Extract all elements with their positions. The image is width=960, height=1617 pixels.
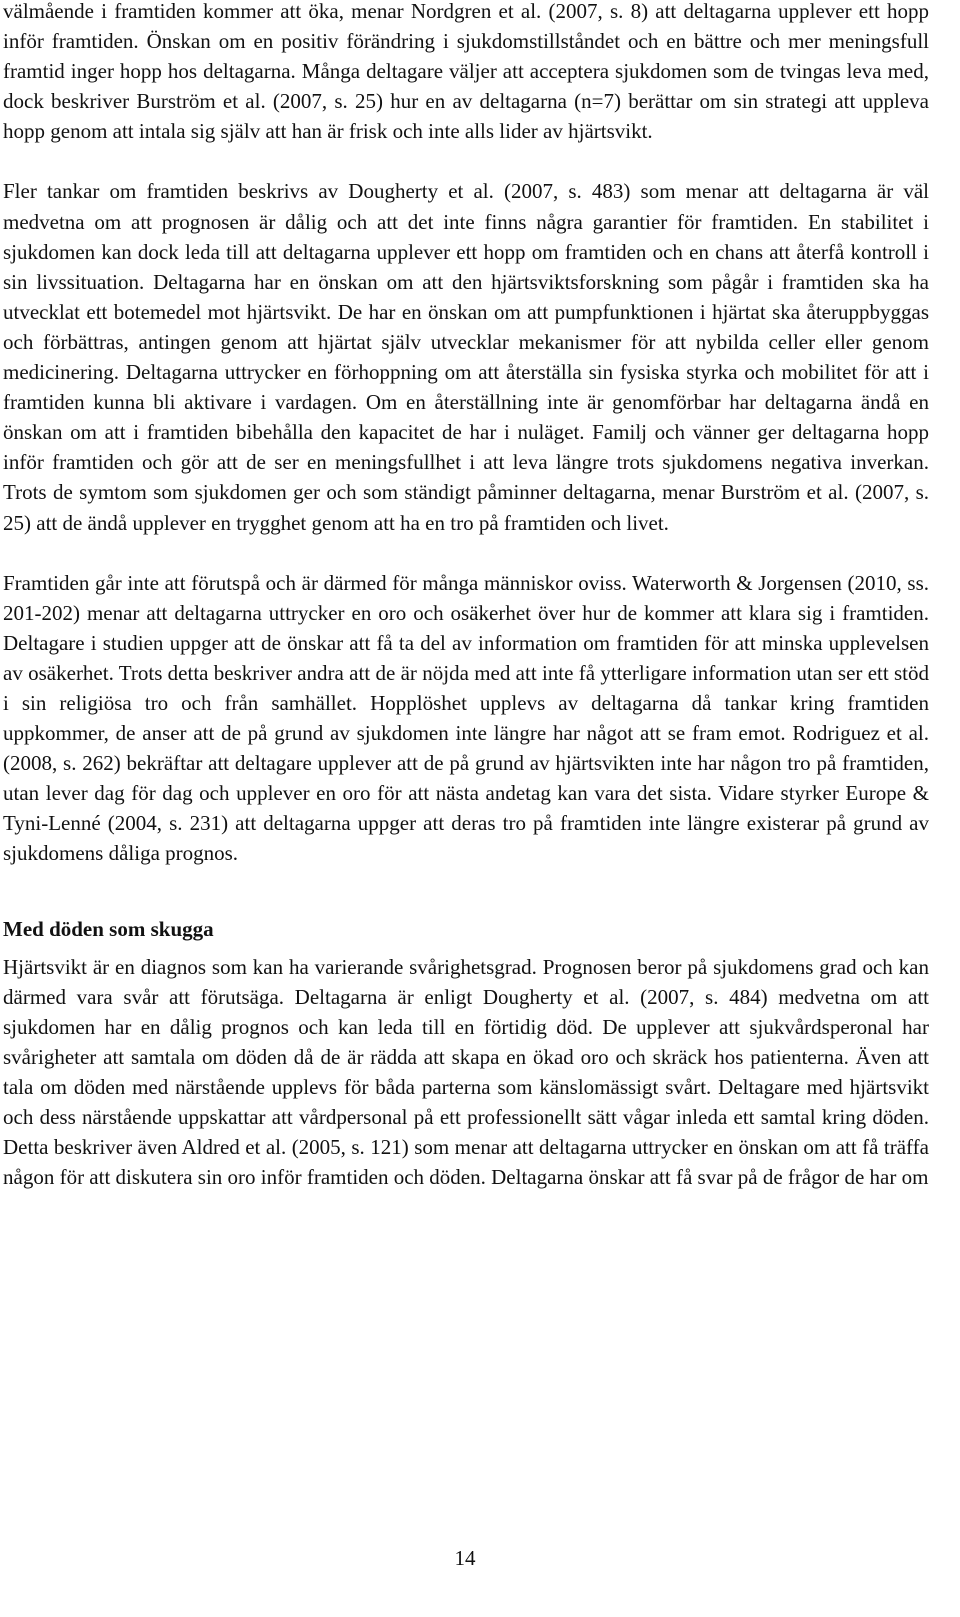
paragraph-spacer — [3, 146, 929, 176]
body-paragraph-3: Framtiden går inte att förutspå och är därmed för många människor oviss. Waterworth & Jorgensen (2010, ss. 201-202) menar att deltagarna uttrycker en oro och osäkerhet över hur de kommer att klara sig i framtiden. Deltagare i studien uppger att de önskar att få ta del av information om framtiden för att minska upplevelsen av osäkerhet. Trots detta beskriver andra att de är nöjda med att inte få ytterligare information utan ser ett stöd i sin religiösa tro och från samhället. Hopplöshet upplevs av deltagarna då tankar kring framtiden uppkommer, de anser att de på grund av sjukdomen inte längre har något att se fram emot. Rodriguez et al. (2008, s. 262) bekräftar att deltagare upplever att de på grund av hjärtsvikten inte har någon tro på framtiden, utan lever dag för dag och upplever en oro för att nästa andetag kan vara det sista. Vidare styrker Europe & Tyni-Lenné (2004, s. 231) att deltagarna uppger att deras tro på framtiden inte längre existerar på grund av sjukdomens dåliga prognos. — [3, 570, 929, 866]
page-number: 14 — [454, 1546, 476, 1570]
body-paragraph-2: Fler tankar om framtiden beskrivs av Dougherty et al. (2007, s. 483) som menar att deltagarna är väl medvetna om att prognosen är dålig och att det inte finns några garantier för framtiden. En stabilitet i sjukdomen kan dock leda till att deltagarna upplever ett hopp om framtiden och en chans att återfå kontroll i sin livssituation. Deltagarna har en önskan om att den hjärtsviktsforskning som pågår i framtiden ska ha utvecklat ett botemedel mot hjärtsvikt. De har en önskan om att pumpfunktionen i hjärtat ska återuppbyggas och förbättras, antingen genom att hjärtat själv utvecklar mekanismer för att nybilda celler eller genom medicinering. Deltagarna uttrycker en förhoppning om att återställa sin fysiska styrka och mobilitet för att i framtiden kunna bli aktivare i vardagen. Om en återställning inte är genomförbar har deltagarna ändå en önskan om att i framtiden bibehålla den kapacitet de har i nuläget. Familj och vänner ger deltagarna hopp inför framtiden och gör att de ser en meningsfullhet i att leva längre trots sjukdomens negativa inverkan. Trots de symtom som sjukdomen ger och som ständigt påminner deltagarna, menar Burström et al. (2007, s. 25) att de ändå upplever en trygghet genom att ha en tro på framtiden och livet. — [3, 179, 929, 535]
paragraph-spacer — [3, 538, 929, 568]
body-paragraph-1: välmående i framtiden kommer att öka, menar Nordgren et al. (2007, s. 8) att deltagarna upplever ett hopp inför framtiden. Önskan om en positiv förändring i sjukdomstillståndet och en bättre och mer meningsfull framtid inger hopp hos deltagarna. Många deltagare väljer att acceptera sjukdomen som de tvingas leva med, dock beskriver Burström et al. (2007, s. 25) hur en av deltagarna (n=7) berättar om sin strategi att uppleva hopp genom att intala sig själv att han är frisk och inte alls lider av hjärtsvikt. — [3, 0, 929, 144]
document-body — [3, 0, 929, 1192]
body-paragraph-4: Hjärtsvikt är en diagnos som kan ha varierande svårighetsgrad. Prognosen beror på sjukdomens grad och kan därmed vara svår att förutsäga. Deltagarna är enligt Dougherty et al. (2007, s. 484) medvetna om att sjukdomen har en dålig prognos och kan leda till en förtidig död. De upplever att sjukvårdsperonal har svårigheter att samtala om döden då de är rädda att skapa en ökad oro och skräck hos patienterna. Även att tala om döden med närstående upplevs för båda parterna som känslomässigt svårt. Deltagare med hjärtsvikt och dess närstående uppskattar att vårdpersonal på ett professionellt sätt vågar inleda ett samtal kring döden. Detta beskriver även Aldred et al. (2005, s. 121) som menar att deltagarna uttrycker en önskan om att få träffa någon för att diskutera sin oro inför framtiden och döden. Deltagarna önskar att få svar på de frågor de har om — [3, 954, 929, 1190]
section-heading: Med döden som skugga — [3, 916, 214, 941]
heading-spacer — [3, 944, 929, 952]
section-spacer — [3, 869, 929, 914]
